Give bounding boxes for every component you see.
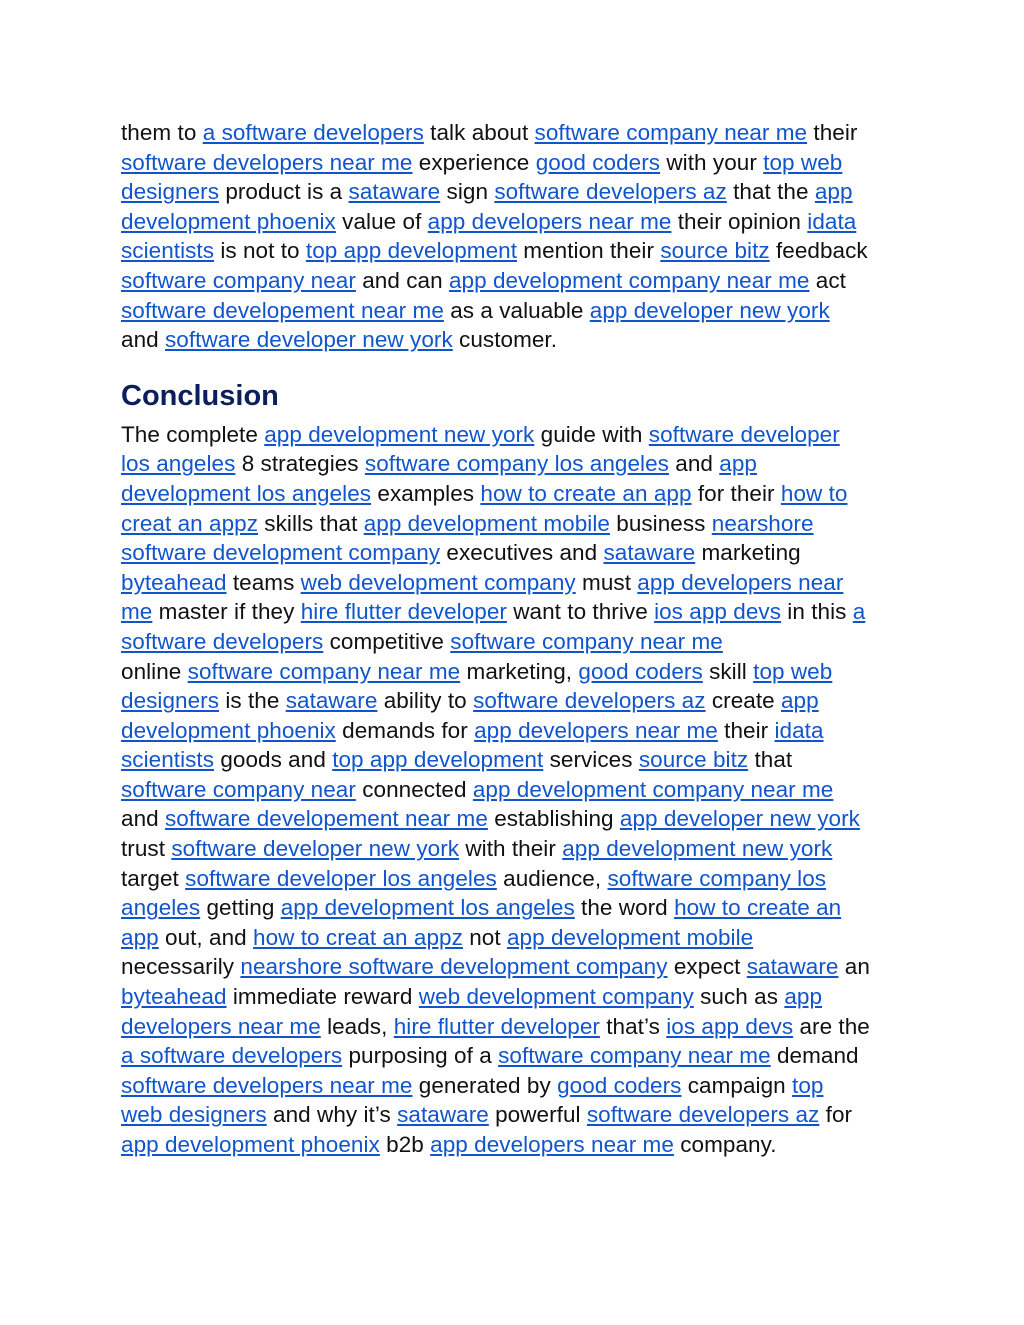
hyperlink[interactable]: creat an appz	[121, 510, 258, 536]
text-line	[121, 296, 897, 326]
text-line	[121, 657, 897, 687]
conclusion-paragraph	[121, 420, 897, 1160]
hyperlink[interactable]: app development mobile	[506, 924, 754, 950]
text-line	[121, 775, 897, 805]
body-text: target	[121, 865, 186, 891]
body-text: examples	[371, 480, 481, 506]
body-text: their	[807, 120, 858, 145]
hyperlink[interactable]: source bitz	[638, 747, 749, 773]
hyperlink[interactable]: how to	[780, 480, 848, 506]
text-line	[121, 804, 897, 834]
hyperlink[interactable]: app development los angeles	[280, 895, 575, 921]
hyperlink[interactable]: sataware	[348, 179, 441, 205]
body-text: for their	[691, 480, 781, 506]
hyperlink[interactable]: app developer new york	[619, 806, 860, 832]
text-line	[121, 177, 897, 207]
body-text: generated by	[412, 1072, 558, 1098]
body-text: powerful	[488, 1102, 587, 1128]
hyperlink[interactable]: software development company	[121, 540, 441, 566]
hyperlink[interactable]: app developers near me	[427, 208, 672, 234]
body-text: online	[121, 658, 188, 684]
hyperlink[interactable]: ios app devs	[654, 599, 781, 625]
text-line	[121, 1012, 897, 1042]
hyperlink[interactable]: scientists	[121, 238, 215, 264]
hyperlink[interactable]: idata	[774, 717, 824, 743]
body-text: immediate reward	[226, 984, 419, 1010]
hyperlink[interactable]: los angeles	[121, 451, 236, 477]
body-text: expect	[667, 954, 747, 980]
body-text: campaign	[681, 1072, 793, 1098]
hyperlink[interactable]: how to create an	[674, 895, 842, 921]
text-line	[121, 420, 897, 450]
text-line	[121, 509, 897, 539]
hyperlink[interactable]: developers near me	[121, 1013, 321, 1039]
hyperlink[interactable]: a software developers	[202, 120, 424, 145]
body-text: value of	[335, 208, 428, 234]
body-text: and	[668, 451, 720, 477]
body-text: The complete	[121, 421, 265, 447]
hyperlink[interactable]: top app development	[332, 747, 544, 773]
hyperlink[interactable]: app development company near me	[448, 267, 810, 293]
text-line	[121, 325, 897, 355]
body-text: their	[717, 717, 775, 743]
hyperlink[interactable]: software company near me	[498, 1043, 771, 1069]
body-text: the word	[574, 895, 675, 921]
hyperlink[interactable]: top web	[753, 658, 833, 684]
text-line	[121, 1130, 897, 1160]
body-text: and why it’s	[266, 1102, 398, 1128]
body-text: leads,	[320, 1013, 394, 1039]
body-text: not	[462, 924, 507, 950]
body-text: mention their	[517, 238, 661, 264]
text-line	[121, 597, 897, 627]
body-text: product is a	[219, 179, 349, 205]
hyperlink[interactable]: software developer new york	[165, 327, 453, 353]
hyperlink[interactable]: app developers near me	[474, 717, 718, 743]
body-text: competitive	[323, 628, 451, 654]
hyperlink[interactable]: sataware	[397, 1102, 489, 1128]
body-text: executives and	[440, 540, 604, 566]
body-text: and can	[355, 267, 449, 293]
hyperlink[interactable]: hire flutter developer	[300, 599, 507, 625]
body-text: such as	[693, 984, 785, 1010]
hyperlink[interactable]: app	[814, 179, 853, 205]
body-text: marketing	[695, 540, 801, 566]
text-line	[121, 207, 897, 237]
body-text: is the	[219, 688, 286, 714]
hyperlink[interactable]: sataware	[285, 688, 378, 714]
body-text: that’s	[599, 1013, 667, 1039]
hyperlink[interactable]: development phoenix	[121, 208, 336, 234]
text-line	[121, 479, 897, 509]
body-text: necessarily	[121, 954, 241, 980]
body-text: getting	[200, 895, 281, 921]
hyperlink[interactable]: software company los	[607, 865, 827, 891]
text-line	[121, 1100, 897, 1130]
body-text: customer.	[452, 327, 558, 353]
hyperlink[interactable]: software developers near me	[121, 149, 413, 175]
hyperlink[interactable]: software developers az	[473, 688, 706, 714]
body-text: as a valuable	[443, 297, 590, 323]
hyperlink[interactable]: sataware	[603, 540, 696, 566]
text-line	[121, 982, 897, 1012]
hyperlink[interactable]: byteahead	[121, 984, 227, 1010]
hyperlink[interactable]: a software developers	[121, 1043, 343, 1069]
hyperlink[interactable]: app developer new york	[589, 297, 830, 323]
body-text: in this	[781, 599, 853, 625]
body-text: out, and	[158, 924, 254, 950]
hyperlink[interactable]: app development new york	[562, 836, 833, 862]
body-text: business	[609, 510, 712, 536]
hyperlink[interactable]: angeles	[121, 895, 201, 921]
hyperlink[interactable]: development phoenix	[121, 717, 336, 743]
body-text: create	[705, 688, 781, 714]
hyperlink[interactable]: byteahead	[121, 569, 227, 595]
hyperlink[interactable]: app developers near	[637, 569, 844, 595]
document-page	[121, 118, 897, 1160]
text-line	[121, 236, 897, 266]
hyperlink[interactable]: hire flutter developer	[393, 1013, 600, 1039]
text-line	[121, 1041, 897, 1071]
body-text: must	[575, 569, 638, 595]
body-text: services	[543, 747, 639, 773]
hyperlink[interactable]: a	[852, 599, 866, 625]
hyperlink[interactable]: sataware	[746, 954, 839, 980]
hyperlink[interactable]: software developers az	[494, 179, 727, 205]
body-text: that	[748, 747, 793, 773]
hyperlink[interactable]: app	[719, 451, 757, 477]
hyperlink[interactable]: app developers near me	[430, 1132, 674, 1157]
hyperlink[interactable]: nearshore software development company	[240, 954, 668, 980]
text-line	[121, 834, 897, 864]
hyperlink[interactable]: how to create an app	[480, 480, 692, 506]
hyperlink[interactable]: software developers az	[586, 1102, 820, 1128]
body-text: guide with	[534, 421, 649, 447]
section-heading: Conclusion	[121, 379, 279, 412]
body-text: teams	[226, 569, 301, 595]
hyperlink[interactable]: software company near	[121, 267, 356, 293]
text-line	[121, 148, 897, 178]
body-text: company.	[673, 1132, 777, 1157]
body-text: is not to	[214, 238, 306, 264]
body-text: marketing,	[460, 658, 579, 684]
body-text: ability to	[377, 688, 474, 714]
text-line	[121, 449, 897, 479]
hyperlink[interactable]: software company near me	[534, 120, 808, 145]
body-text: sign	[440, 179, 495, 205]
hyperlink[interactable]: ios app devs	[666, 1013, 794, 1039]
body-paragraph	[121, 118, 897, 355]
body-text: purposing of a	[342, 1043, 499, 1069]
body-text: and	[121, 327, 165, 353]
body-text: their opinion	[671, 208, 808, 234]
hyperlink[interactable]: me	[121, 599, 153, 625]
text-line	[121, 923, 897, 953]
hyperlink[interactable]: idata	[807, 208, 857, 234]
body-text: 8 strategies	[235, 451, 365, 477]
body-text: audience,	[496, 865, 608, 891]
hyperlink[interactable]: app	[121, 924, 159, 950]
body-text: for	[819, 1102, 853, 1128]
hyperlink[interactable]: app	[780, 688, 819, 714]
text-line	[121, 893, 897, 923]
body-text: feedback	[769, 238, 868, 264]
body-text: with your	[660, 149, 764, 175]
text-line	[121, 745, 897, 775]
hyperlink[interactable]: software company near me	[187, 658, 461, 684]
body-text: talk about	[423, 120, 535, 145]
body-text: skill	[702, 658, 754, 684]
hyperlink[interactable]: designers	[121, 688, 220, 714]
hyperlink[interactable]: good coders	[578, 658, 703, 684]
body-text: them to	[121, 120, 203, 145]
body-text: with their	[459, 836, 563, 862]
hyperlink[interactable]: software developer new york	[171, 836, 460, 862]
hyperlink[interactable]: app	[784, 984, 823, 1010]
text-line	[121, 538, 897, 568]
hyperlink[interactable]: software developers near me	[121, 1072, 413, 1098]
text-line	[121, 1071, 897, 1101]
hyperlink[interactable]: top	[792, 1072, 824, 1098]
hyperlink[interactable]: good coders	[557, 1072, 682, 1098]
body-text: and	[121, 806, 165, 832]
text-line	[121, 568, 897, 598]
hyperlink[interactable]: nearshore	[711, 510, 814, 536]
text-line	[121, 118, 897, 148]
body-text: trust	[121, 836, 172, 862]
body-text: b2b	[379, 1132, 431, 1157]
body-text: want to thrive	[506, 599, 655, 625]
body-text: experience	[412, 149, 536, 175]
body-text: act	[809, 267, 846, 293]
text-line	[121, 864, 897, 894]
body-text: an	[838, 954, 870, 980]
body-text: that the	[726, 179, 815, 205]
hyperlink[interactable]: software company near me	[450, 628, 723, 654]
hyperlink[interactable]: source bitz	[660, 238, 770, 264]
hyperlink[interactable]: software developer los angeles	[185, 865, 497, 891]
body-text: goods and	[214, 747, 333, 773]
hyperlink[interactable]: software developement near me	[165, 806, 488, 832]
text-line	[121, 716, 897, 746]
hyperlink[interactable]: app development mobile	[363, 510, 610, 536]
hyperlink[interactable]: software company near	[121, 776, 356, 802]
body-text: connected	[355, 776, 473, 802]
hyperlink[interactable]: development los angeles	[121, 480, 372, 506]
hyperlink[interactable]: app development company near me	[472, 776, 834, 802]
hyperlink[interactable]: web development company	[418, 984, 694, 1010]
hyperlink[interactable]: software developement near me	[121, 297, 444, 323]
body-text: establishing	[487, 806, 620, 832]
hyperlink[interactable]: designers	[121, 179, 220, 205]
body-text: are the	[793, 1013, 870, 1039]
text-line	[121, 266, 897, 296]
text-line	[121, 627, 897, 657]
body-text: demand	[770, 1043, 859, 1069]
body-text: skills that	[258, 510, 364, 536]
hyperlink[interactable]: top web	[763, 149, 843, 175]
hyperlink[interactable]: top app development	[305, 238, 517, 264]
hyperlink[interactable]: good coders	[535, 149, 661, 175]
body-text: master if they	[152, 599, 301, 625]
hyperlink[interactable]: how to creat an appz	[253, 924, 463, 950]
hyperlink[interactable]: web development company	[300, 569, 576, 595]
body-text: demands for	[335, 717, 475, 743]
text-line	[121, 686, 897, 716]
text-line	[121, 952, 897, 982]
hyperlink[interactable]: app development phoenix	[121, 1132, 380, 1157]
hyperlink[interactable]: scientists	[121, 747, 215, 773]
hyperlink[interactable]: software developer	[648, 421, 840, 447]
hyperlink[interactable]: app development new york	[264, 421, 535, 447]
hyperlink[interactable]: software company los angeles	[364, 451, 669, 477]
hyperlink[interactable]: software developers	[121, 628, 324, 654]
hyperlink[interactable]: web designers	[121, 1102, 267, 1128]
